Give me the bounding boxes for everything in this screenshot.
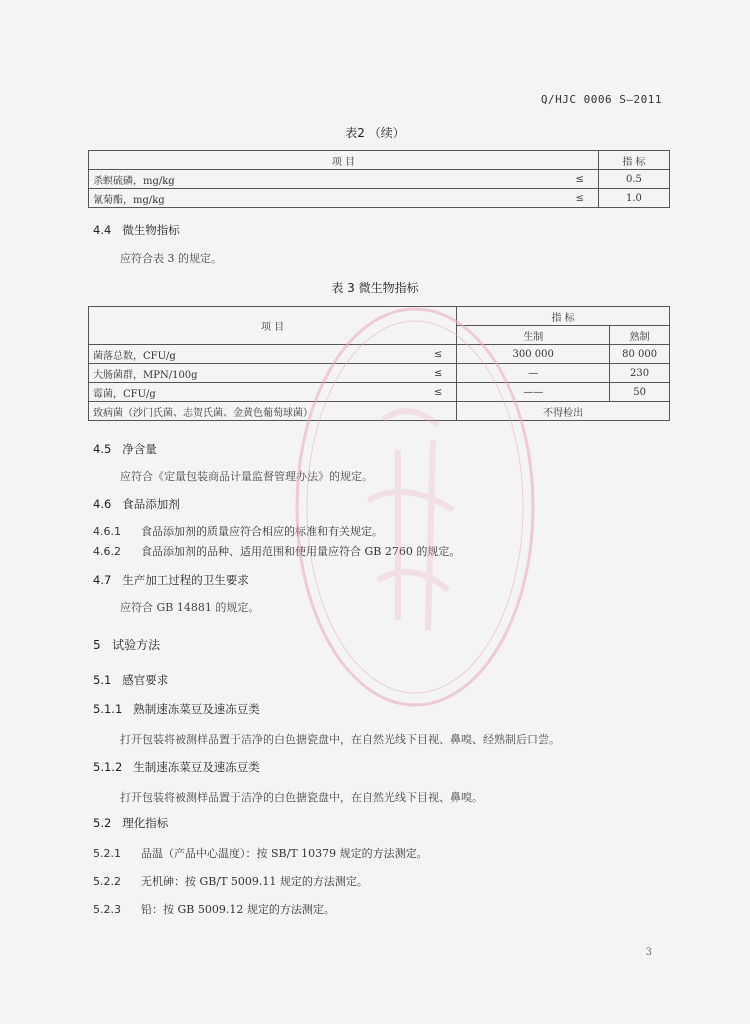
row-raw: —: [457, 364, 610, 383]
row-value: 1.0: [598, 189, 669, 208]
section-5-1-1-heading: [93, 701, 260, 717]
section-4-6-2: [93, 543, 460, 559]
table-row: [89, 189, 670, 208]
table2-header-item: 项 目: [89, 151, 599, 170]
item-number: 5.2.1: [93, 847, 121, 860]
row-name: 菌落总数，CFU/g: [89, 345, 386, 364]
table3-header-item: 项 目: [89, 307, 457, 345]
pathogen-name: 致病菌（沙门氏菌、志贺氏菌、金黄色葡萄球菌）: [89, 402, 457, 421]
row-op: ≤: [481, 170, 598, 189]
table2-header-row: [89, 151, 670, 170]
section-number: 4.6: [93, 497, 112, 511]
table3: [88, 306, 670, 421]
section-title: 感官要求: [122, 673, 169, 687]
section-title: 生制速冻菜豆及速冻豆类: [133, 760, 260, 774]
section-5-1-2-heading: [93, 759, 260, 775]
table2-header-index: 指 标: [598, 151, 669, 170]
item-number: 5.2.2: [93, 875, 121, 888]
section-number: 5.1.2: [93, 760, 123, 774]
section-5-2-heading: [93, 815, 168, 831]
section-4-5-text: 应符合《定量包装商品计量监督管理办法》的规定。: [120, 470, 373, 483]
table-row: [89, 170, 670, 189]
section-title: 生产加工过程的卫生要求: [122, 573, 249, 587]
section-title: 食品添加剂: [122, 497, 180, 511]
section-5-1-heading: [93, 672, 168, 688]
page-number: 3: [645, 947, 652, 958]
pathogen-value: 不得检出: [457, 402, 670, 421]
section-4-5-heading: [93, 441, 157, 457]
table-row: [89, 345, 670, 364]
standard-code: Q/HJC 0006 S—2011: [540, 93, 662, 106]
table-row: [89, 364, 670, 383]
table3-caption: 表 3 微生物指标: [331, 281, 419, 295]
section-number: 5.2: [93, 816, 112, 830]
table-row: [89, 383, 670, 402]
row-cooked: 80 000: [610, 345, 670, 364]
section-title: 理化指标: [122, 816, 169, 830]
section-5-2-2: [93, 873, 368, 889]
table3-header-raw: 生制: [457, 326, 610, 345]
item-text: 品温（产品中心温度）：按 SB/T 10379 规定的方法测定。: [141, 847, 428, 860]
row-name: 大肠菌群，MPN/100g: [89, 364, 386, 383]
section-4-4-heading: [93, 222, 180, 238]
section-4-7-heading: [93, 572, 249, 588]
section-5-2-3: [93, 901, 335, 917]
row-op: ≤: [386, 364, 457, 383]
row-op: ≤: [386, 383, 457, 402]
table3-header-cooked: 熟制: [610, 326, 670, 345]
table3-header-row-1: [89, 307, 670, 326]
section-number: 4.4: [93, 223, 112, 237]
section-4-7-text: 应符合 GB 14881 的规定。: [120, 601, 260, 614]
item-text: 无机砷：按 GB/T 5009.11 规定的方法测定。: [141, 875, 368, 888]
section-5-heading: [93, 636, 160, 653]
section-number: 4.7: [93, 573, 112, 587]
row-cooked: 50: [610, 383, 670, 402]
item-number: 4.6.1: [93, 525, 121, 538]
table2-caption: 表2 （续）: [345, 126, 405, 140]
section-title: 微生物指标: [122, 223, 180, 237]
row-raw: 300 000: [457, 345, 610, 364]
section-4-4-text: 应符合表 3 的规定。: [120, 252, 222, 265]
section-number: 5: [93, 638, 101, 652]
row-raw: ——: [457, 383, 610, 402]
table2: [88, 150, 670, 208]
section-title: 熟制速冻菜豆及速冻豆类: [133, 702, 260, 716]
item-text: 食品添加剂的品种、适用范围和使用量应符合 GB 2760 的规定。: [141, 545, 461, 558]
row-op: ≤: [481, 189, 598, 208]
section-4-6-1: [93, 523, 383, 539]
section-number: 5.1: [93, 673, 112, 687]
row-name: 霉菌，CFU/g: [89, 383, 386, 402]
item-number: 4.6.2: [93, 545, 121, 558]
item-number: 5.2.3: [93, 903, 121, 916]
row-name: 杀螟硫磷，mg/kg: [89, 170, 482, 189]
row-op: ≤: [386, 345, 457, 364]
section-title: 净含量: [122, 442, 157, 456]
section-5-2-1: [93, 845, 428, 861]
row-value: 0.5: [598, 170, 669, 189]
item-text: 铅：按 GB 5009.12 规定的方法测定。: [141, 903, 335, 916]
row-name: 氰菊酯，mg/kg: [89, 189, 482, 208]
section-number: 4.5: [93, 442, 112, 456]
item-text: 食品添加剂的质量应符合相应的标准和有关规定。: [141, 525, 383, 538]
table-row: [89, 402, 670, 421]
section-5-1-2-text: 打开包装将被测样品置于洁净的白色搪瓷盘中，在自然光线下目视、鼻嗅。: [120, 791, 483, 804]
section-5-1-1-text: 打开包装将被测样品置于洁净的白色搪瓷盘中，在自然光线下目视、鼻嗅、经熟制后口尝。: [120, 733, 560, 746]
section-number: 5.1.1: [93, 702, 123, 716]
row-cooked: 230: [610, 364, 670, 383]
table3-header-index: 指 标: [457, 307, 670, 326]
section-4-6-heading: [93, 496, 180, 512]
section-title: 试验方法: [112, 638, 161, 652]
